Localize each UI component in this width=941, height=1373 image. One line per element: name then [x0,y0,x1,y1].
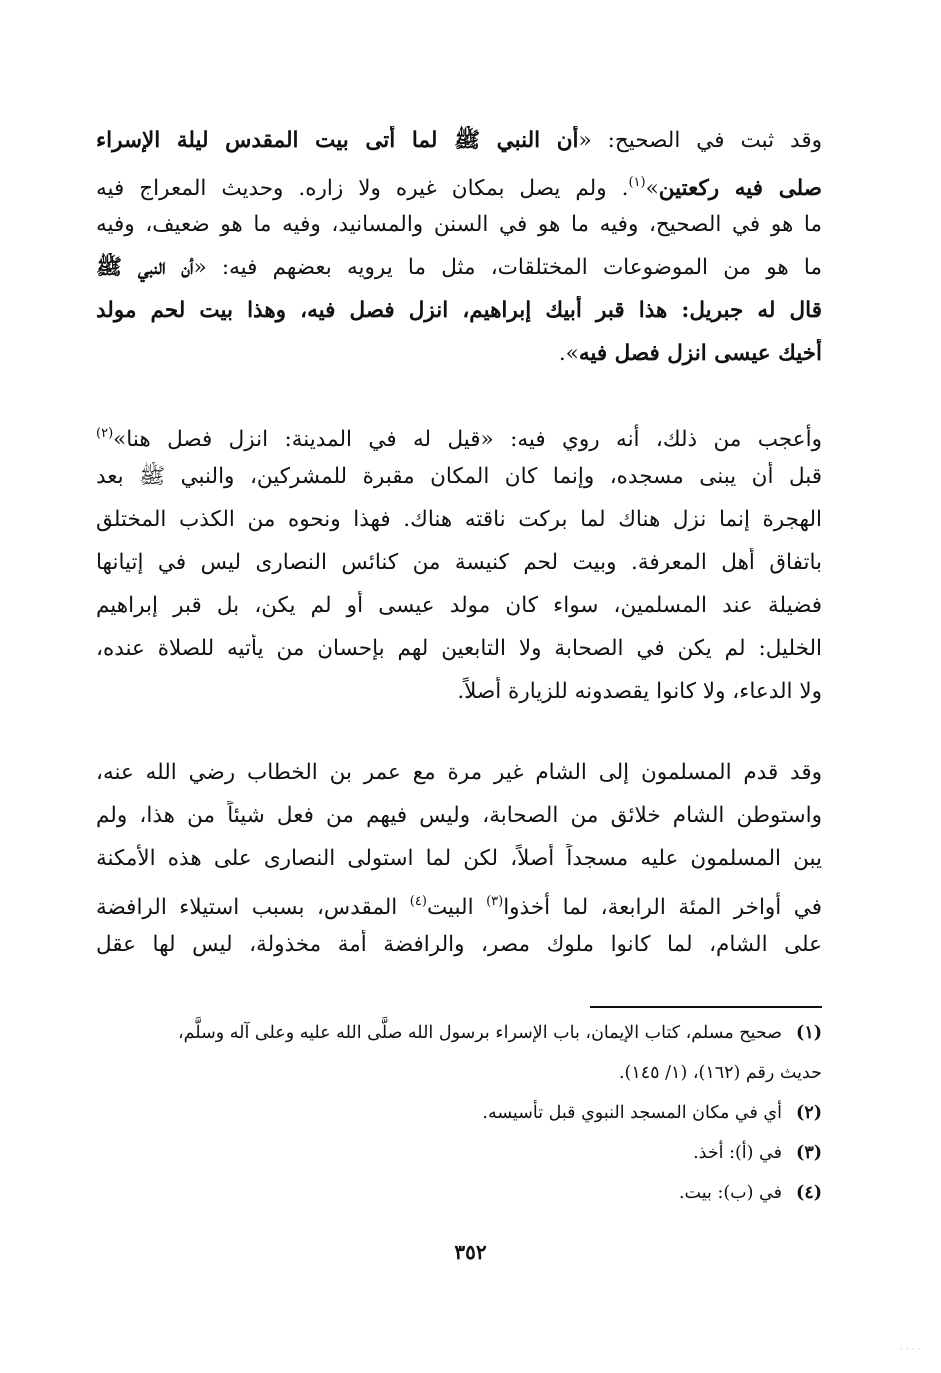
footnote-separator [590,1006,822,1008]
footnote-1-continuation: حديث رقم (١٦٢)، (١/ ١٤٥). [618,1063,822,1083]
footnote-text: أي في مكان المسجد النبوي قبل تأسيسه. [482,1103,782,1123]
page-number: ٣٥٢ [454,1240,487,1264]
quote-mark: ». [558,341,579,366]
paragraph-1-line-4 [96,253,822,283]
text-span: . ولم يصل بمكان غيره ولا زاره. وحديث المعراج فيه [96,176,629,201]
paragraph-2-line-6: الخليل: لم يكن في الصحابة ولا التابعين لهم بإحسان من يأتيه للصلاة عنده، [96,636,822,661]
paragraph-2-line-3: الهجرة إنما نزل هناك لما بركت ناقته هناك. فهذا ونحوه من الكذب المختلق [96,507,822,532]
paragraph-1-line-2 [96,168,822,204]
footnote-ref-1[interactable]: (١) [628,175,646,190]
paragraph-2-line-4: باتفاق أهل المعرفة. وبيت لحم كنيسة من كنائس النصارى ليس في إتيانها [96,550,822,575]
paragraph-3-line-4 [96,887,822,923]
hadith-quote: أخيك عيسى انزل فصل فيه [578,341,822,366]
paragraph-1-line-3: ما هو في الصحيح، وفيه ما هو في السنن والمسانيد، وفيه ما هو ضعيف، وفيه [96,212,822,237]
footnote-ref-4[interactable]: (٤) [409,894,427,909]
paragraph-1-line-6 [96,339,822,369]
hadith-quote: أن النبي ﷺ لما أتى بيت المقدس ليلة الإسراء [96,128,579,153]
paragraph-1-line-1 [96,126,822,156]
footnote-number: (٤) [796,1183,822,1203]
footnote-number: (١) [796,1023,822,1043]
paragraph-2-line-5: فضيلة عند المسلمين، سواء كان مولد عيسى أو لم يكن، بل قبر إبراهيم [96,593,822,618]
text-span: البيت [426,895,487,920]
scan-artifact: · · · · [900,1345,921,1355]
footnote-3 [96,1140,822,1166]
footnote-text: في (ب): بيت. [678,1183,782,1203]
paragraph-2-line-1 [96,419,822,455]
footnote-number: (٣) [796,1143,822,1163]
footnote-2 [96,1100,822,1126]
text-span: وأعجب من ذلك، أنه روي فيه: «قيل له في المدينة: انزل فصل هنا» [113,427,822,452]
footnote-4 [96,1180,822,1206]
text-span: وقد ثبت في الصحيح: « [578,128,822,153]
footnote-text: في (أ): أخذ. [693,1143,782,1163]
paragraph-3-line-3: يبن المسلمون عليه مسجداً أصلاً، لكن لما استولى النصارى على هذه الأمكنة [96,846,822,871]
hadith-quote: صلى فيه ركعتين [658,176,822,201]
paragraph-3-line-5: على الشام، لما كانوا ملوك مصر، والرافضة أمة مخذولة، ليس لها عقل [96,932,822,957]
footnote-ref-2[interactable]: (٢) [96,426,114,441]
paragraph-3-line-1: وقد قدم المسلمون إلى الشام غير مرة مع عمر بن الخطاب رضي الله عنه، [96,760,822,785]
text-span: في أواخر المئة الرابعة، لما أخذوا [503,895,822,920]
text-span: ما هو من الموضوعات المختلقات، مثل ما يرويه بعضهم فيه: « [193,255,822,280]
hadith-quote: أن النبي ﷺ [96,255,194,280]
paragraph-2-line-2: قبل أن يبنى مسجده، وإنما كان المكان مقبرة للمشركين، والنبي ﷺ بعد [96,464,822,489]
footnote-ref-3[interactable]: (٣) [486,894,504,909]
footnote-1 [96,1020,822,1046]
paragraph-1-line-5: قال له جبريل: هذا قبر أبيك إبراهيم، انزل فصل فيه، وهذا بيت لحم مولد [96,298,822,323]
paragraph-2-line-7: ولا الدعاء، ولا كانوا يقصدونه للزيارة أصلاً. [457,679,822,704]
footnote-number: (٢) [796,1103,822,1123]
paragraph-3-line-2: واستوطن الشام خلائق من الصحابة، وليس فيهم من فعل شيئاً من هذا، ولم [96,803,822,828]
quote-mark: » [645,176,659,201]
text-span: المقدس، بسبب استيلاء الرافضة [96,895,410,920]
footnote-text: صحيح مسلم، كتاب الإيمان، باب الإسراء برسول الله صلَّى الله عليه وعلى آله وسلَّم، [177,1023,782,1043]
